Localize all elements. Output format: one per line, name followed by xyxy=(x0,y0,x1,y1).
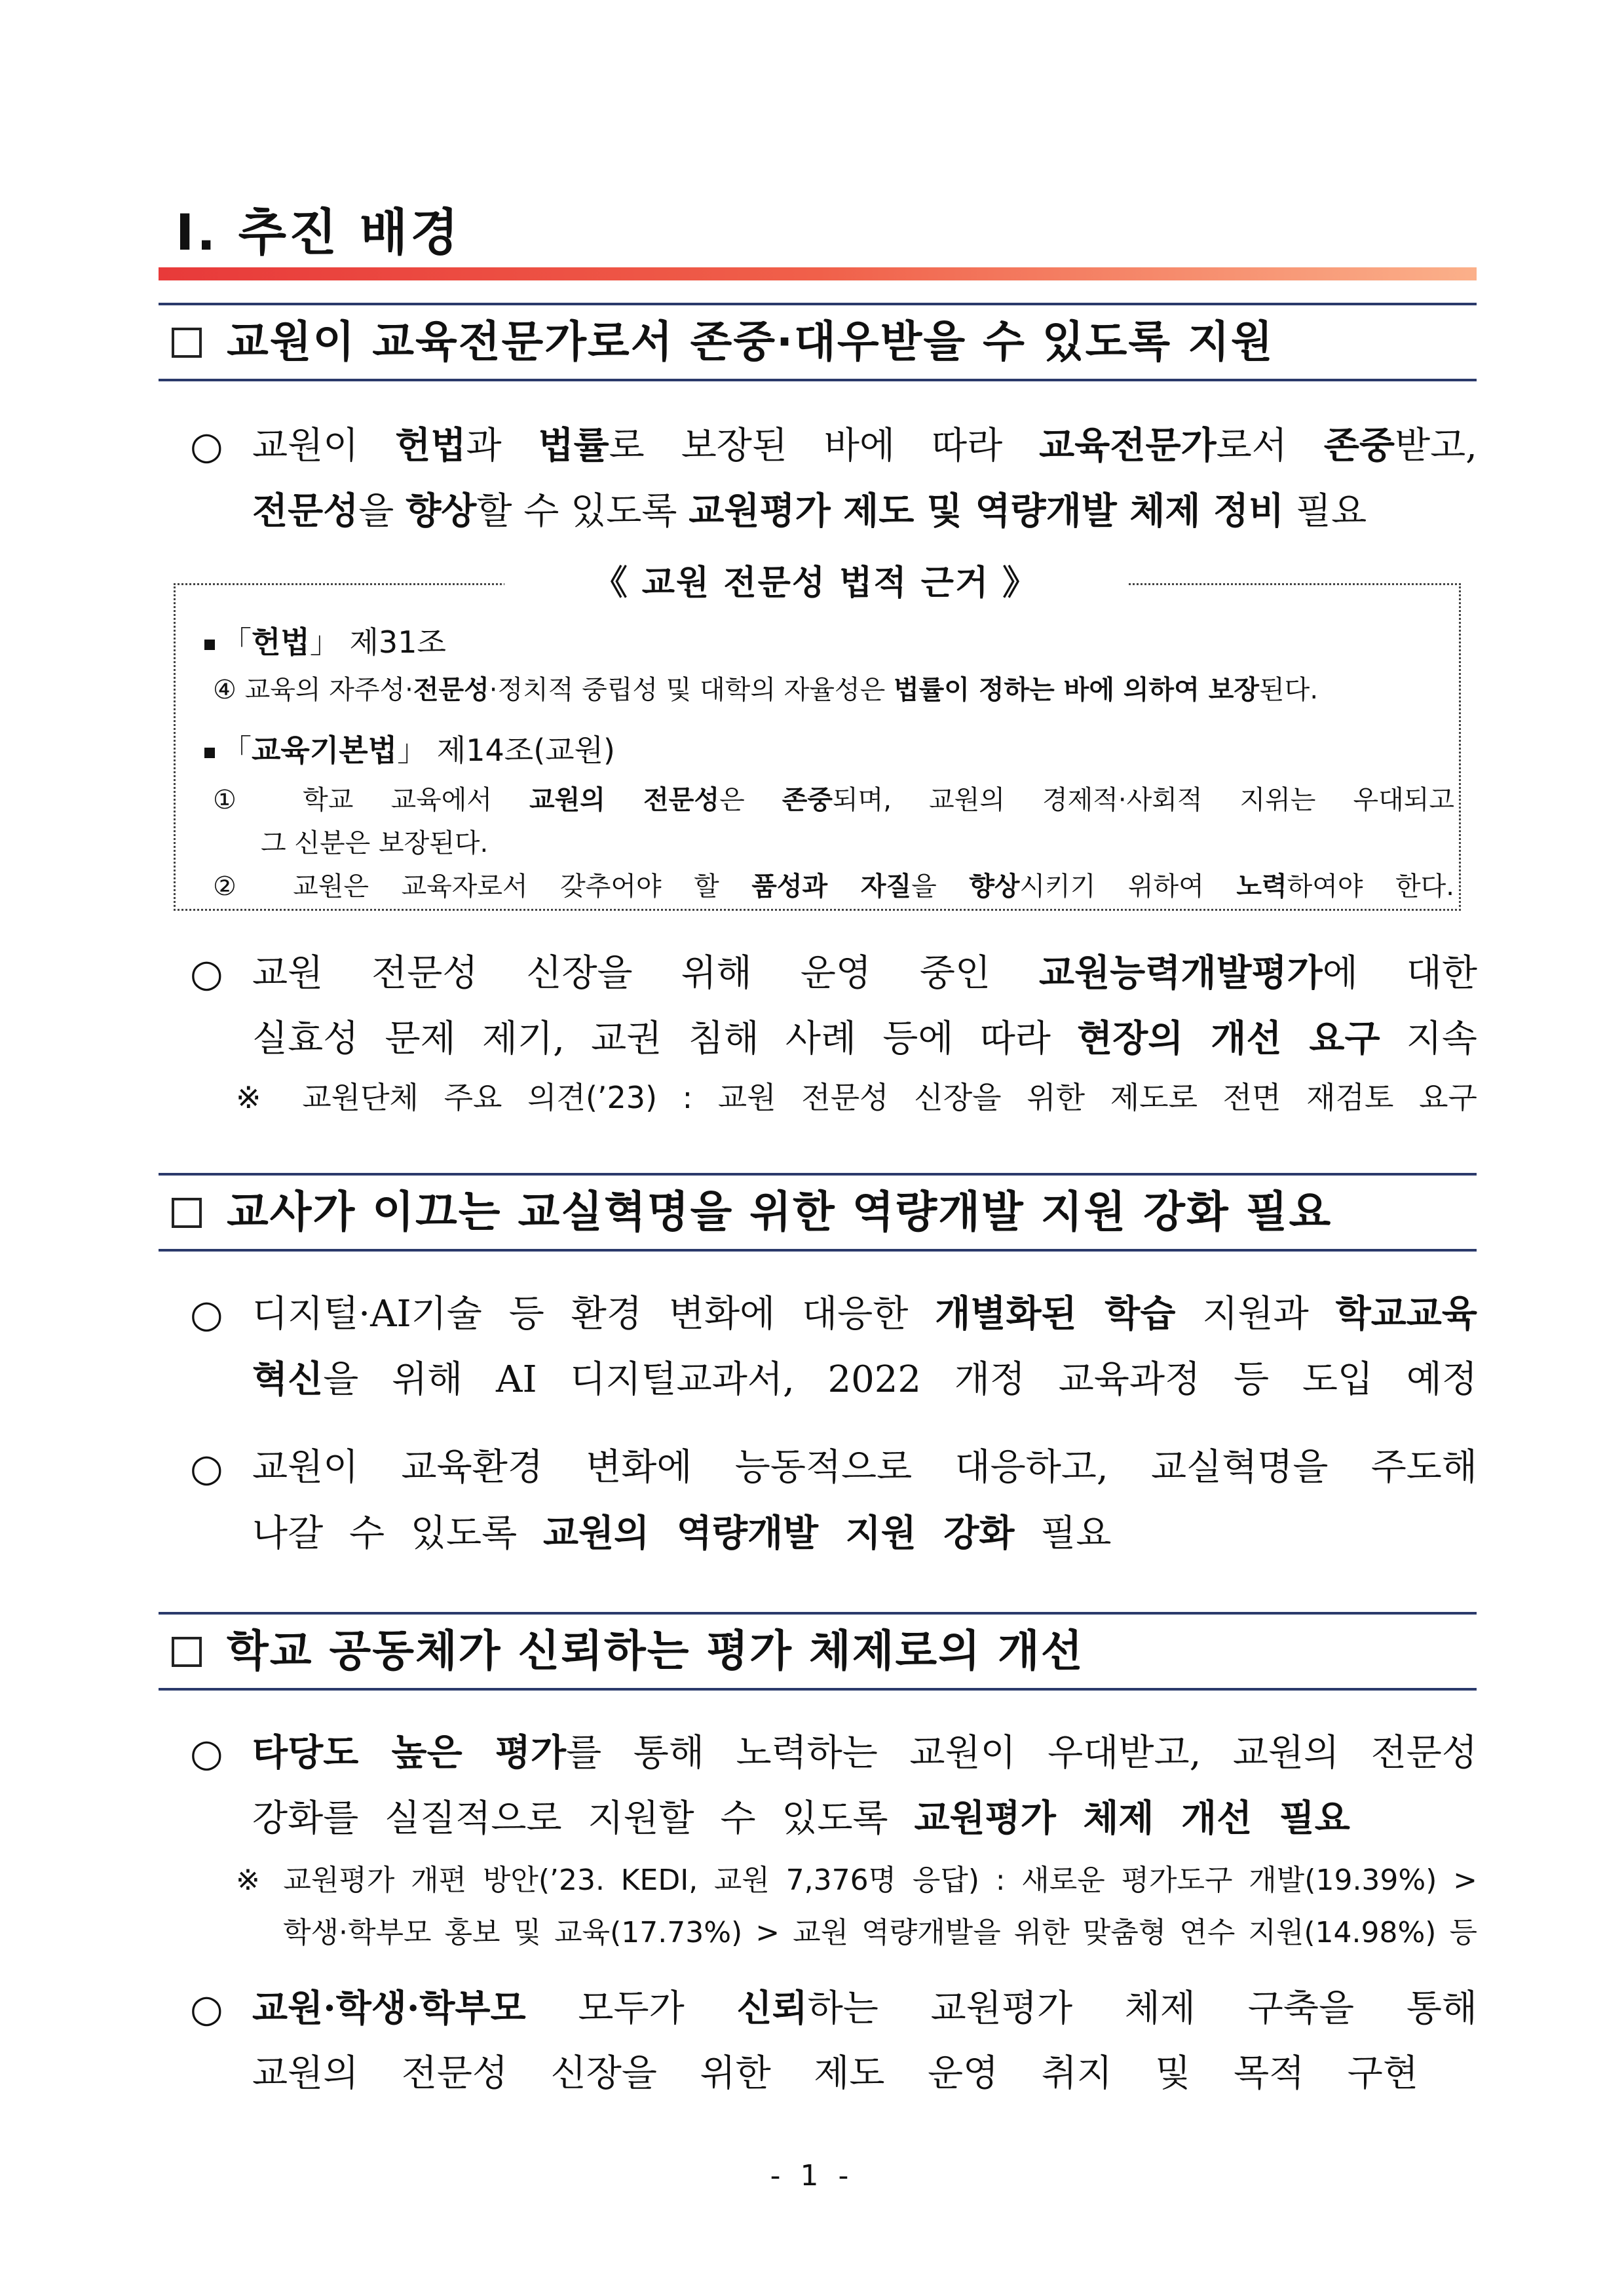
circle-bullet-icon: ○ xyxy=(190,1986,223,2031)
circle-bullet-icon: ○ xyxy=(190,951,223,995)
paragraph-line: 교원·학생·학부모 모두가 신뢰하는 교원평가 체제 구축을 통해 xyxy=(252,1987,1478,2030)
circle-bullet-icon: ○ xyxy=(190,1445,223,1490)
circle-bullet-icon: ○ xyxy=(190,1731,223,1775)
law-clause: ① 학교 교육에서 교원의 전문성은 존중되며, 교원의 경제적·사회적 지위는 우대되고 xyxy=(213,785,1455,815)
law-clause: ④ 교육의 자주성·전문성·정치적 중립성 및 대학의 자율성은 법률이 정하는 바에 의하여 보장된다. xyxy=(213,675,1319,705)
paragraph-line: 강화를 실질적으로 지원할 수 있도록 교원평가 체제 개선 필요 xyxy=(252,1797,1350,1840)
legal-basis-title: 《 교원 전문성 법적 근거 》 xyxy=(504,556,1127,611)
paragraph-line: 전문성을 향상할 수 있도록 교원평가 제도 및 역량개발 체제 정비 필요 xyxy=(252,489,1367,533)
square-bullet-icon xyxy=(204,748,215,758)
square-bullet-icon xyxy=(204,640,215,650)
page-number: - 1 - xyxy=(770,2159,854,2192)
section-heading-2 xyxy=(159,1173,1477,1252)
paragraph-line: 교원이 교육환경 변화에 능동적으로 대응하고, 교실혁명을 주도해 xyxy=(252,1446,1477,1489)
section-heading-text: 교원이 교육전문가로서 존중·대우받을 수 있도록 지원 xyxy=(227,316,1274,367)
law-heading-framework-act: 「교육기본법」 제14조(교원) xyxy=(204,727,615,773)
paragraph-line: 실효성 문제 제기, 교권 침해 사례 등에 따라 현장의 개선 요구 지속 xyxy=(252,1017,1477,1060)
reference-note: ※ 교원단체 주요 의견(’23) : 교원 전문성 신장을 위한 제도로 전면 재검토 요구 xyxy=(236,1080,1477,1115)
page-title: Ⅰ. 추진 배경 xyxy=(176,203,461,261)
law-heading-constitution: 「헌법」 제31조 xyxy=(204,619,446,665)
title-underline-bar xyxy=(159,267,1477,280)
paragraph-line: 혁신을 위해 AI 디지털교과서, 2022 개정 교육과정 등 도입 예정 xyxy=(252,1358,1477,1401)
checkbox-square-icon xyxy=(172,1198,202,1228)
law-clause: ② 교원은 교육자로서 갖추어야 할 품성과 자질을 향상시키기 위하여 노력하여야 한다. xyxy=(213,871,1454,902)
reference-note-continuation: 학생·학부모 홍보 및 교육(17.73%) > 교원 역량개발을 위한 맞춤형 연수 지원(14.98%) 등 xyxy=(283,1916,1478,1949)
paragraph-line: 교원 전문성 신장을 위해 운영 중인 교원능력개발평가에 대한 xyxy=(252,951,1477,995)
law-clause-continuation: 그 신분은 보장된다. xyxy=(261,828,489,858)
paragraph-line: 교원이 헌법과 법률로 보장된 바에 따라 교육전문가로서 존중받고, xyxy=(252,424,1477,467)
paragraph-line: 타당도 높은 평가를 통해 노력하는 교원이 우대받고, 교원의 전문성 xyxy=(252,1731,1477,1774)
reference-note: ※ 교원평가 개편 방안(’23. KEDI, 교원 7,376명 응답) : 새로운 평가도구 개발(19.39%) > xyxy=(236,1864,1477,1897)
section-heading-3 xyxy=(159,1612,1477,1691)
checkbox-square-icon xyxy=(172,328,202,358)
circle-bullet-icon: ○ xyxy=(190,423,223,468)
section-heading-text: 교사가 이끄는 교실혁명을 위한 역량개발 지원 강화 필요 xyxy=(227,1187,1332,1237)
paragraph-line: 나갈 수 있도록 교원의 역량개발 지원 강화 필요 xyxy=(252,1512,1112,1555)
paragraph-line: 교원의 전문성 신장을 위한 제도 운영 취지 및 목적 구현 xyxy=(252,2052,1418,2095)
paragraph-line: 디지털·AI기술 등 환경 변화에 대응한 개별화된 학습 지원과 학교교육 xyxy=(252,1292,1477,1335)
section-heading-1 xyxy=(159,303,1477,381)
checkbox-square-icon xyxy=(172,1637,202,1667)
circle-bullet-icon: ○ xyxy=(190,1292,223,1336)
section-heading-text: 학교 공동체가 신뢰하는 평가 체제로의 개선 xyxy=(227,1626,1084,1676)
